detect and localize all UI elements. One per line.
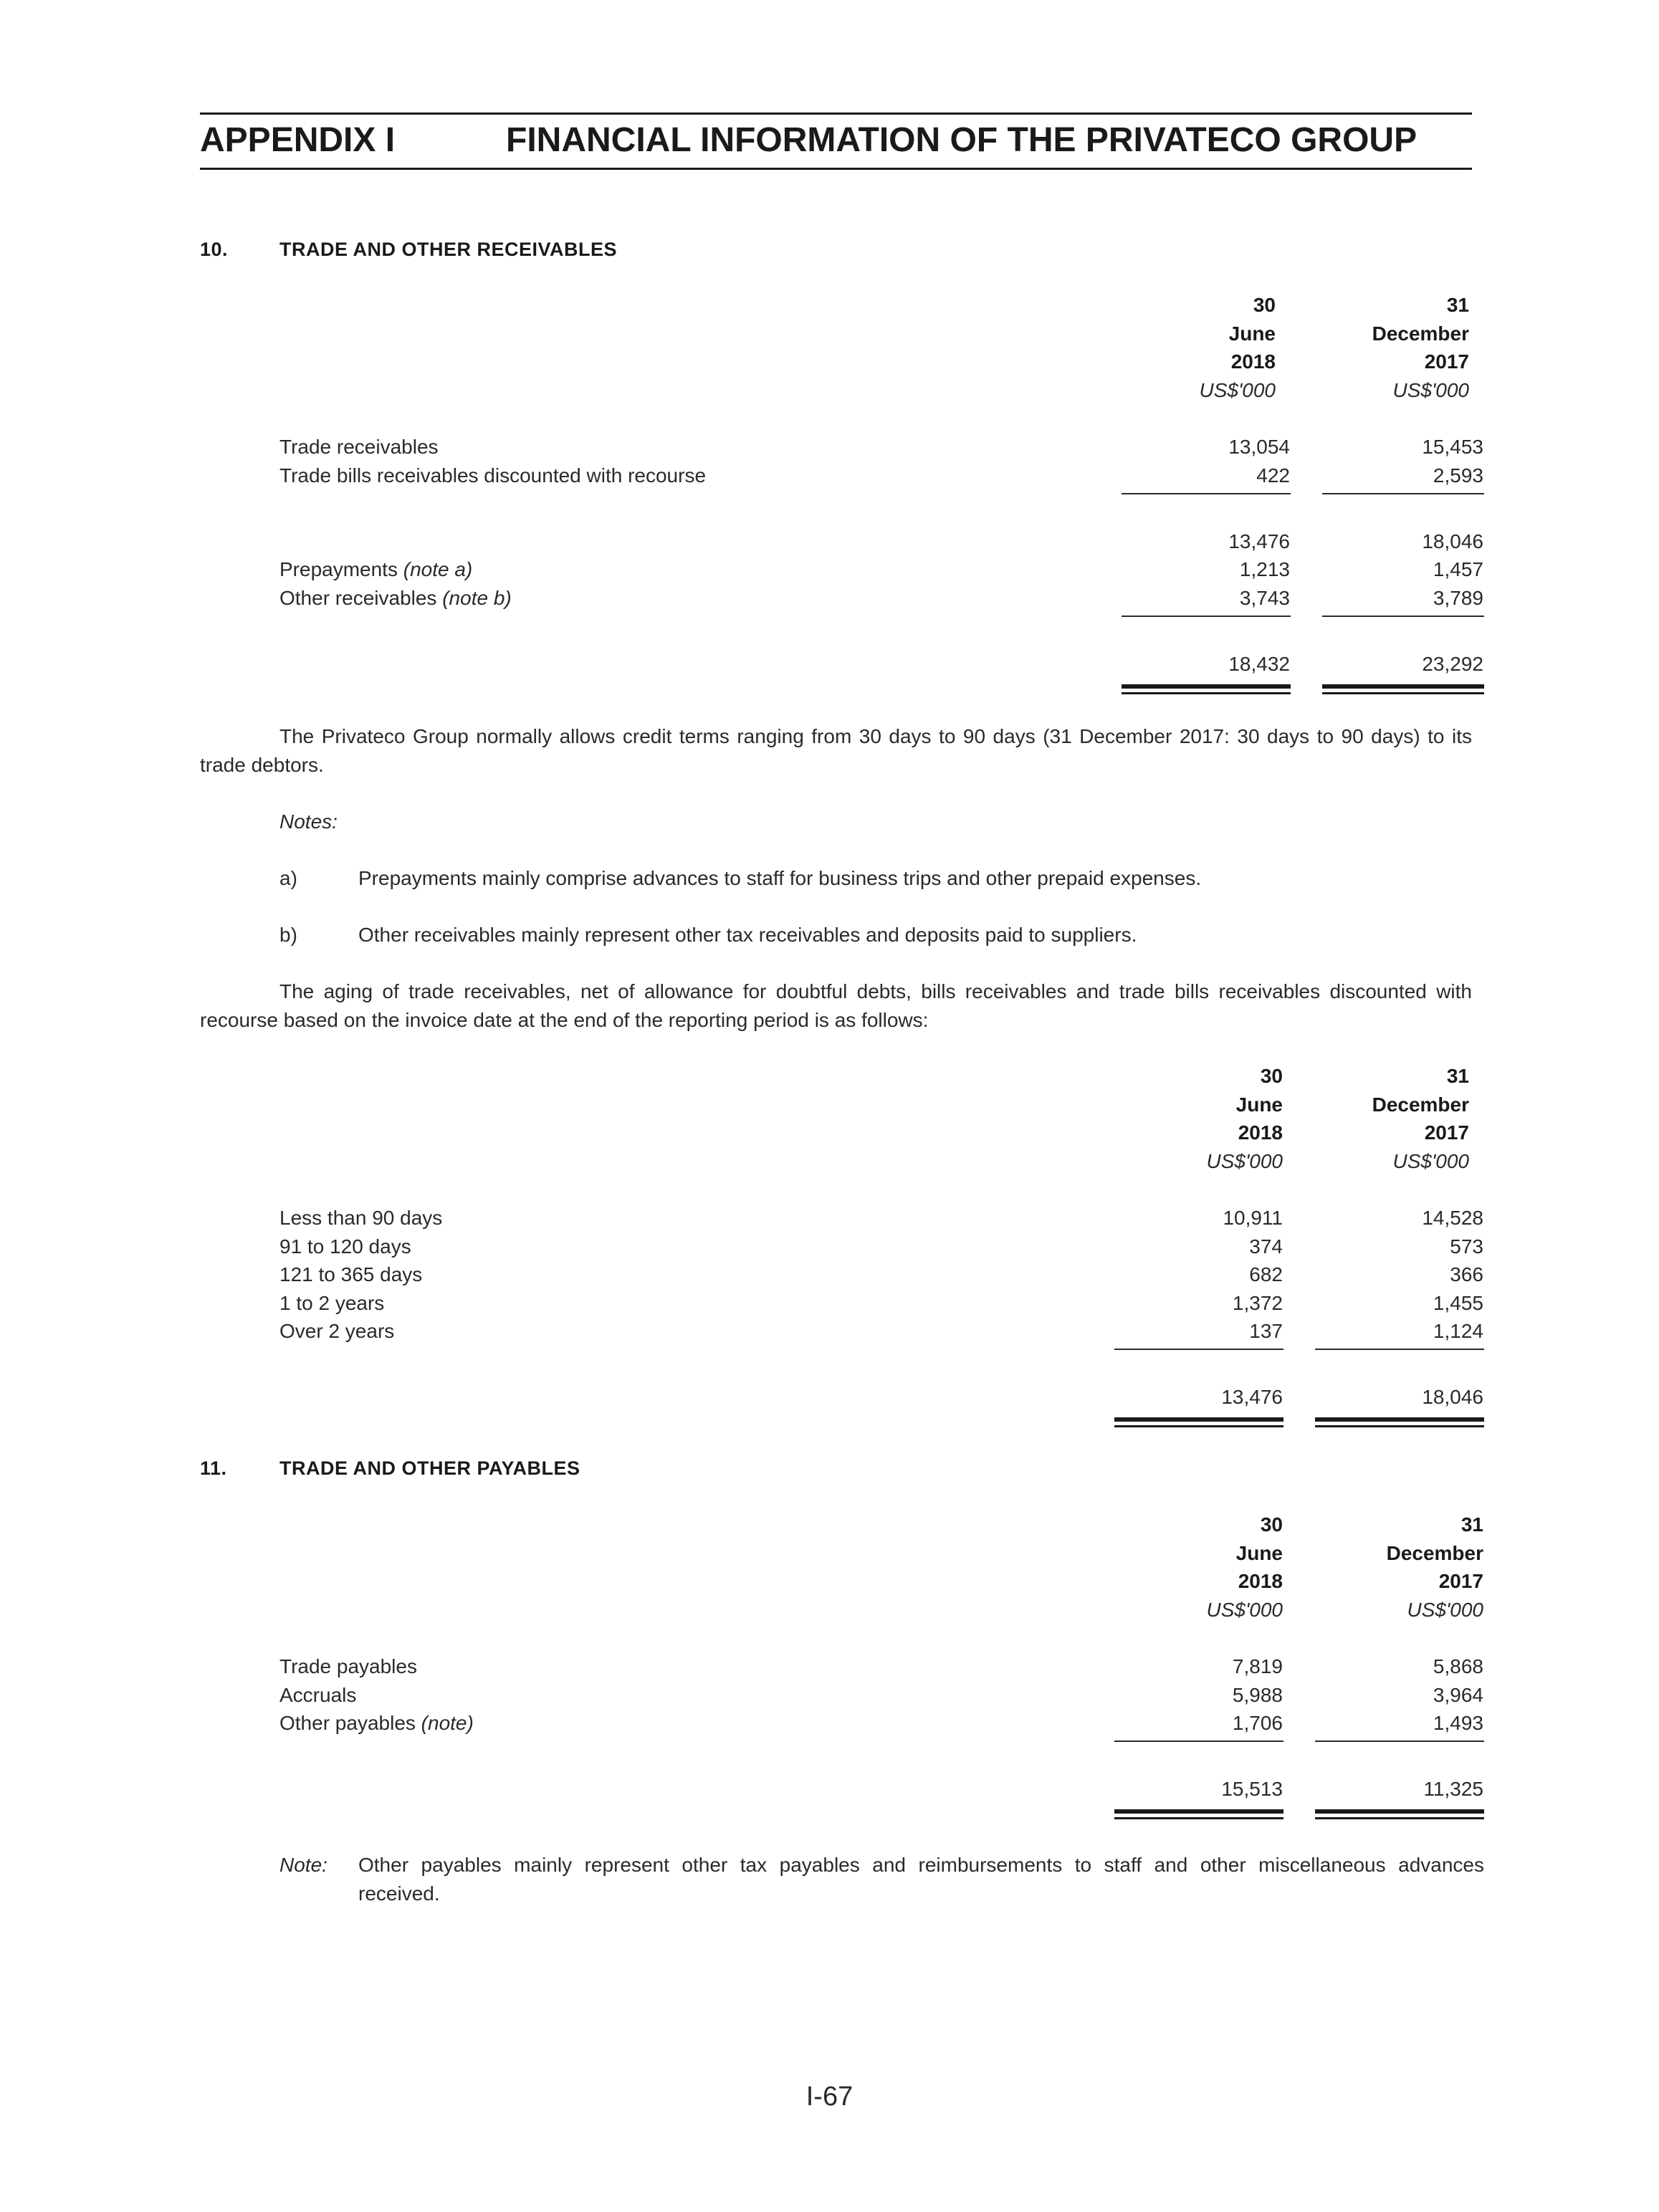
col2-header-month: December (1372, 322, 1469, 345)
col1-header-day: 30 (1253, 294, 1276, 316)
aging-paragraph: The aging of trade receivables, net of allowance for doubtful debts, bills receivables and trade bills receivables discounted with recourse based on the invoice date at the end of the reporting period is as follows: (200, 980, 1472, 1031)
aging-total-rule-col1 (1114, 1349, 1283, 1350)
aging-row-label: 91 to 120 days (279, 1235, 411, 1258)
total-rule-col2 (1322, 616, 1484, 617)
aging-row-label: 121 to 365 days (279, 1263, 423, 1285)
payables-other-2018: 1,706 (1232, 1712, 1283, 1734)
aging-total-2018: 13,476 (1221, 1386, 1283, 1408)
aging-row-2018: 682 (1249, 1263, 1283, 1285)
row-subtotal-2017: 18,046 (1422, 530, 1483, 552)
payables-note-text-line2: received. (358, 1882, 440, 1905)
aging-row-2018: 374 (1249, 1235, 1283, 1258)
payables-col1-header-day: 30 (1260, 1513, 1283, 1536)
payables-other-2017: 1,493 (1433, 1712, 1483, 1734)
col1-header-year: 2018 (1230, 350, 1276, 373)
payables-col2-header-month: December (1386, 1542, 1483, 1564)
other-receivables-note-ref: (note b) (442, 587, 512, 609)
aging-col1-header-day: 30 (1260, 1065, 1283, 1087)
aging-col2-header-day: 31 (1446, 1065, 1469, 1087)
aging-row-label: Less than 90 days (279, 1207, 443, 1229)
aging-col1-header-month: June (1235, 1093, 1283, 1116)
payables-col2-header-year: 2017 (1438, 1570, 1483, 1592)
aging-col2-unit: US$'000 (1392, 1150, 1469, 1172)
total-double-rule-col2 (1322, 684, 1484, 694)
row-trade-receivables-2017: 15,453 (1422, 436, 1483, 458)
total-rule-col1 (1122, 616, 1291, 617)
payables-note-label: Note: (279, 1854, 328, 1876)
aging-row-label: 1 to 2 years (279, 1292, 385, 1314)
row-total-2017: 23,292 (1422, 653, 1483, 675)
aging-col2-header-month: December (1372, 1093, 1469, 1116)
section-10-number: 10. (200, 239, 229, 260)
payables-col2-unit: US$'000 (1407, 1599, 1483, 1621)
row-other-receivables-2017: 3,789 (1433, 587, 1483, 609)
payables-trade-2018: 7,819 (1232, 1655, 1283, 1677)
aging-col2-header-year: 2017 (1424, 1121, 1469, 1144)
page-number: I-67 (805, 2082, 854, 2112)
col1-header-month: June (1228, 322, 1276, 345)
row-trade-receivables-label: Trade receivables (279, 436, 439, 458)
payables-total-rule-col2 (1315, 1741, 1484, 1742)
page-title: FINANCIAL INFORMATION OF THE PRIVATECO GROUP (506, 121, 1417, 159)
payables-total-2017: 11,325 (1423, 1778, 1483, 1800)
total-double-rule-col1 (1122, 684, 1291, 694)
payables-trade-label: Trade payables (279, 1655, 417, 1677)
row-bills-discounted-label: Trade bills receivables discounted with recourse (279, 464, 707, 487)
note-b-text: Other receivables mainly represent other tax receivables and deposits paid to suppliers. (358, 924, 1137, 946)
payables-col1-unit: US$'000 (1206, 1599, 1283, 1621)
section-11-number: 11. (200, 1457, 227, 1479)
aging-total-rule-col2 (1315, 1349, 1484, 1350)
row-bills-discounted-2018: 422 (1256, 464, 1290, 487)
col2-header-day: 31 (1446, 294, 1469, 316)
note-a-text: Prepayments mainly comprise advances to staff for business trips and other prepaid expenses. (358, 867, 1202, 889)
aging-row-label: Over 2 years (279, 1320, 395, 1342)
note-a-letter: a) (279, 867, 297, 889)
note-b-letter: b) (279, 924, 297, 946)
aging-double-rule-col1 (1114, 1417, 1283, 1427)
aging-double-rule-col2 (1315, 1417, 1484, 1427)
payables-trade-2017: 5,868 (1433, 1655, 1483, 1677)
aging-row-2017: 1,124 (1433, 1320, 1483, 1342)
row-prepayments-2017: 1,457 (1433, 558, 1483, 580)
aging-row-2017: 1,455 (1433, 1292, 1483, 1314)
notes-label: Notes: (279, 810, 338, 833)
other-receivables-text: Other receivables (279, 587, 443, 609)
aging-row-2018: 10,911 (1223, 1207, 1283, 1229)
section-10-title: TRADE AND OTHER RECEIVABLES (279, 239, 618, 260)
payables-col1-header-month: June (1235, 1542, 1283, 1564)
row-prepayments-label (279, 555, 472, 584)
payables-other-note-ref: (note) (421, 1712, 474, 1734)
prepayments-note-ref: (note a) (403, 558, 473, 580)
subtotal-rule-col2 (1322, 493, 1484, 494)
payables-other-text: Other payables (279, 1712, 421, 1734)
section-11-title: TRADE AND OTHER PAYABLES (279, 1457, 580, 1479)
col1-unit: US$'000 (1199, 379, 1276, 401)
aging-row-2017: 366 (1450, 1263, 1483, 1285)
aging-col1-unit: US$'000 (1206, 1150, 1283, 1172)
row-prepayments-2018: 1,213 (1239, 558, 1290, 580)
row-total-2018: 18,432 (1228, 653, 1290, 675)
header-top-rule (200, 112, 1472, 115)
aging-row-2017: 14,528 (1422, 1207, 1483, 1229)
row-subtotal-2018: 13,476 (1228, 530, 1290, 552)
col2-unit: US$'000 (1392, 379, 1469, 401)
col2-header-year: 2017 (1424, 350, 1469, 373)
row-other-receivables-2018: 3,743 (1239, 587, 1290, 609)
header-bottom-rule (200, 168, 1472, 170)
aging-row-2018: 1,372 (1232, 1292, 1283, 1314)
payables-col2-header-day: 31 (1460, 1513, 1483, 1536)
payables-other-label (279, 1709, 474, 1738)
row-bills-discounted-2017: 2,593 (1433, 464, 1483, 487)
prepayments-text: Prepayments (279, 558, 403, 580)
row-trade-receivables-2018: 13,054 (1228, 436, 1290, 458)
payables-note-text-line1: Other payables mainly represent other tax payables and reimbursements to staff and other miscellaneous advances (358, 1854, 1484, 1876)
credit-terms-paragraph: The Privateco Group normally allows credit terms ranging from 30 days to 90 days (31 December 2017: 30 days to 90 days) to its trade debtors. (200, 725, 1472, 776)
payables-accruals-2017: 3,964 (1433, 1684, 1483, 1706)
payables-total-2018: 15,513 (1221, 1778, 1283, 1800)
payables-total-rule-col1 (1114, 1741, 1283, 1742)
aging-row-2018: 137 (1249, 1320, 1283, 1342)
aging-col1-header-year: 2018 (1238, 1121, 1283, 1144)
appendix-label: APPENDIX I (200, 121, 396, 159)
payables-col1-header-year: 2018 (1238, 1570, 1283, 1592)
payables-accruals-label: Accruals (279, 1684, 357, 1706)
payables-double-rule-col1 (1114, 1809, 1283, 1819)
payables-accruals-2018: 5,988 (1232, 1684, 1283, 1706)
row-other-receivables-label (279, 584, 512, 613)
aging-row-2017: 573 (1450, 1235, 1483, 1258)
aging-total-2017: 18,046 (1422, 1386, 1483, 1408)
payables-double-rule-col2 (1315, 1809, 1484, 1819)
subtotal-rule-col1 (1122, 493, 1291, 494)
